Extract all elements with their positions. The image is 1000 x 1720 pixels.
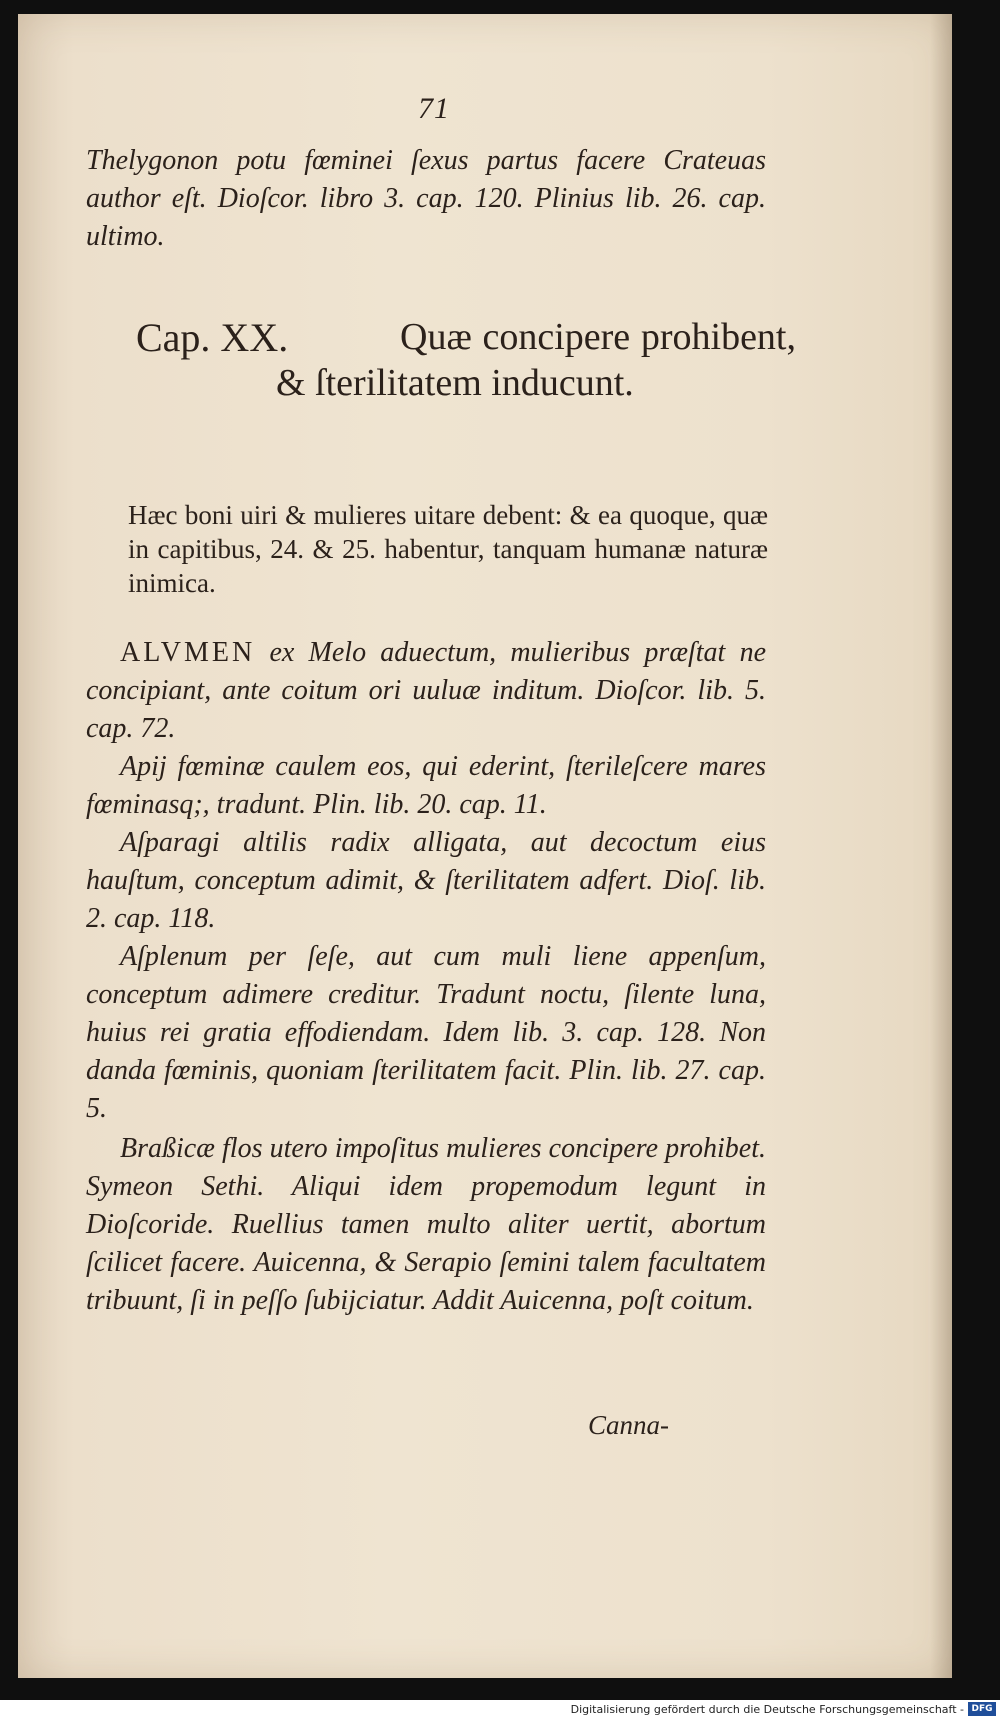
page-number: 71: [418, 92, 450, 125]
chapter-title: Quæ concipere prohibent, & ſterilitatem inducunt.: [276, 316, 796, 404]
dfg-logo: DFG: [968, 1702, 996, 1716]
digitization-credit: Digitalisierung gefördert durch die Deutsche Forschungsgemeinschaft -: [570, 1703, 964, 1716]
entry-apium: Apij fœminæ caulem eos, qui ederint, ſterileſcere mares fœminasq;, tradunt. Plin. lib. 20. cap. 11.: [86, 751, 766, 820]
entry-brassica: Braßicæ flos utero impoſitus mulieres concipere prohibet. Symeon Sethi. Aliqui idem propemodum legunt in Dioſcoride. Ruellius tamen multo aliter uertit, abortum ſcilicet facere. Auicenna, & Serapio ſemini talem facultatem tribuunt, ſi in peſſo ſubijciatur. Addit Auicenna, poſt coitum.: [86, 1133, 766, 1316]
catchword: Canna-: [588, 1410, 669, 1440]
entry-alumen: [86, 634, 766, 748]
entry-lead: ALVMEN: [120, 637, 256, 668]
opening-paragraph: Thelygonon potu fœminei ſexus partus facere Crateuas author eſt. Dioſcor. libro 3. cap. 120. Plinius lib. 26. cap. ultimo.: [86, 145, 766, 252]
chapter-label: Cap. XX.: [136, 315, 289, 360]
entry-asparagus: Aſparagi altilis radix alligata, aut decoctum eius hauſtum, conceptum adimit, & ſterilitatem adfert. Dioſ. lib. 2. cap. 118.: [86, 827, 766, 934]
entry-asplenum: Aſplenum per ſeſe, aut cum muli liene appenſum, conceptum adimere creditur. Tradunt noctu, ſilente luna, huius rei gratia effodiendam. Idem lib. 3. cap. 128. Non danda fœminis, quoniam ſterilitatem facit. Plin. lib. 27. cap. 5.: [86, 941, 766, 1124]
entry-text: ex Melo aduectum, mulieribus præſtat ne concipiant, ante coitum ori uuluæ inditum. Dioſcor. lib. 5. cap. 72.: [86, 637, 766, 744]
chapter-intro: Hæc boni uiri & mulieres uitare debent: & ea quoque, quæ in capitibus, 24. & 25. habentur, tanquam humanæ naturæ inimica.: [128, 500, 768, 598]
book-page: [18, 14, 952, 1678]
